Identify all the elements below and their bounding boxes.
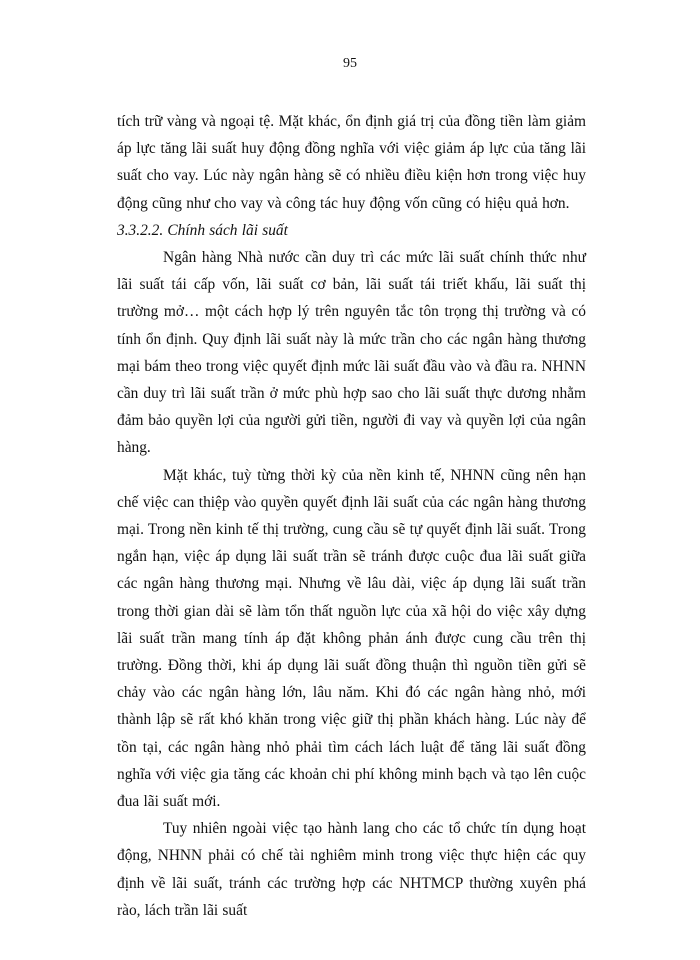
page-number: 95 bbox=[343, 56, 357, 71]
section-heading: 3.3.2.2. Chính sách lãi suất bbox=[117, 221, 288, 239]
paragraph-continued: tích trữ vàng và ngoại tệ. Mặt khác, ổn định giá trị của đồng tiền làm giảm áp lực tăng lãi suất huy động đồng nghĩa với việc giảm áp lực của tăng lãi suất cho vay. Lúc này ngân hàng sẽ có nhiều điều kiện hơn trong việc huy động cũng như cho vay và công tác huy động vốn cũng có hiệu quả hơn. bbox=[117, 113, 586, 212]
document-body bbox=[117, 108, 586, 924]
paragraph-rate-intervention: Mặt khác, tuỳ từng thời kỳ của nền kinh tế, NHNN cũng nên hạn chế việc can thiệp vào quyền quyết định lãi suất của các ngân hàng thương mại. Trong nền kinh tế thị trường, cung cầu sẽ tự quyết định lãi suất. Trong ngắn hạn, việc áp dụng lãi suất trần sẽ tránh được cuộc đua lãi suất giữa các ngân hàng thương mại. Nhưng về lâu dài, việc áp dụng lãi suất trần trong thời gian dài sẽ làm tổn thất nguồn lực của xã hội do việc xây dựng lãi suất trần mang tính áp đặt không phản ánh được cung cầu trên thị trường. Đồng thời, khi áp dụng lãi suất đồng thuận thì nguồn tiền gửi sẽ chảy vào các ngân hàng lớn, lâu năm. Khi đó các ngân hàng nhỏ, mới thành lập sẽ rất khó khăn trong việc giữ thị phần khách hàng. Lúc này để tồn tại, các ngân hàng nhỏ phải tìm cách lách luật để tăng lãi suất đồng nghĩa với việc gia tăng các khoản chi phí không minh bạch và tạo lên cuộc đua lãi suất mới. bbox=[117, 466, 586, 811]
paragraph-sanctions: Tuy nhiên ngoài việc tạo hành lang cho các tổ chức tín dụng hoạt động, NHNN phải có chế tài nghiêm minh trong việc thực hiện các quy định về lãi suất, tránh các trường hợp các NHTMCP thường xuyên phá rào, lách trần lãi suất bbox=[117, 820, 586, 919]
paragraph-interest-rate-policy: Ngân hàng Nhà nước cần duy trì các mức lãi suất chính thức như lãi suất tái cấp vốn, lãi suất cơ bản, lãi suất tái triết khấu, lãi suất thị trường mở… một cách hợp lý trên nguyên tắc tôn trọng thị trường và có tính ổn định. Quy định lãi suất này là mức trần cho các ngân hàng thương mại bám theo trong việc quyết định mức lãi suất đầu vào và đầu ra. NHNN cần duy trì lãi suất trần ở mức phù hợp sao cho lãi suất thực dương nhằm đảm bảo quyền lợi của người gửi tiền, người đi vay và quyền lợi của ngân hàng. bbox=[117, 249, 586, 457]
